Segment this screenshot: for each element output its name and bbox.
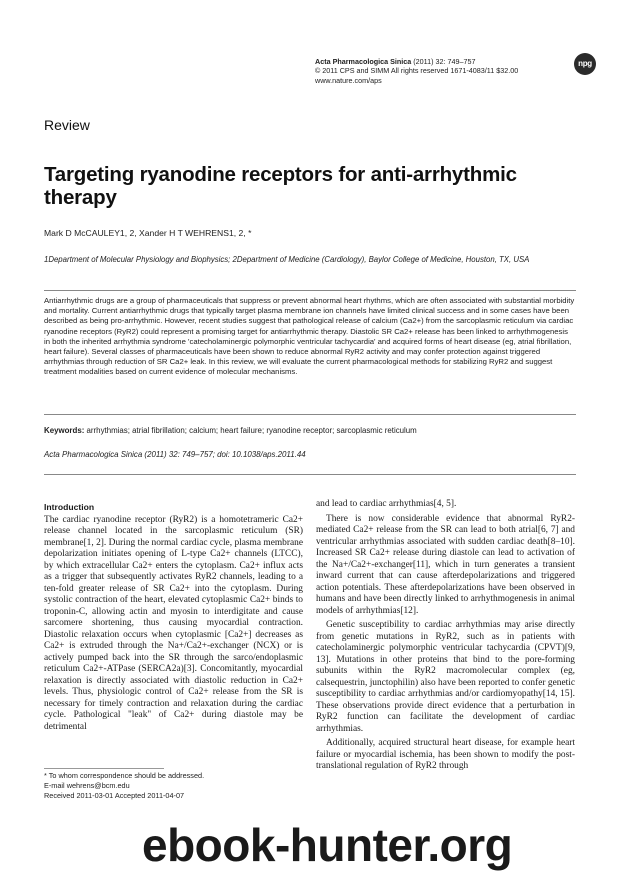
article-citation: Acta Pharmacologica Sinica (2011) 32: 749–757; doi: 10.1038/aps.2011.44	[44, 450, 306, 459]
received-dates: Received 2011-03-01 Accepted 2011-04-07	[44, 791, 185, 800]
article-title: Targeting ryanodine receptors for anti-arrhythmic therapy	[44, 163, 517, 209]
keywords	[44, 426, 576, 435]
abstract-top-rule	[44, 290, 576, 291]
citation-rule	[44, 474, 576, 475]
abstract-bottom-rule	[44, 414, 576, 415]
journal-line-1	[315, 57, 518, 66]
body-column-right	[316, 499, 575, 773]
section-label: Review	[44, 117, 90, 133]
journal-copyright: © 2011 CPS and SIMM All rights reserved 1671-4083/11 $32.00	[315, 66, 519, 76]
journal-name: Acta Pharmacologica Sinica	[315, 57, 412, 66]
introduction-heading: Introduction	[44, 502, 95, 512]
journal-info	[315, 57, 518, 85]
correspondence-email: E-mail wehrens@bcm.edu	[44, 781, 130, 790]
body-paragraph: The cardiac ryanodine receptor (RyR2) is a homotetrameric Ca2+ release channel located in the sarcoplasmic reticulum (SR) membrane[1, 2]. During the normal cardiac cycle, plasma membrane depolarization initiates opening of L-type Ca2+ channels (LTCC), by which extracellular Ca2+ enters the cytoplasm. Ca2+ influx acts as a trigger that subsequently activates RyR2 channels, leading to a ten-fold greater release of SR Ca2+ into the cytoplasm. During systolic contraction of the heart, elevated cytoplasmic Ca2+ binds to troponin-C, allowing actin and myosin to interdigitate and cause sarcomere shortening, thus causing myocardial contraction. Diastolic relaxation occurs when cytoplasmic [Ca2+] decreases as Ca2+ is extruded through the Na+/Ca2+-exchanger (NCX) or is actively pumped back into the SR through the sarco/endoplasmic reticulum Ca2+-ATPase (SERCA2a)[3]. Concomitantly, myocardial relaxation is directly associated with diastolic reduction in Ca2+ levels. Thus, physiologic control of Ca2+ release from the SR is necessary for timely contraction and relaxation during the cardiac cycle. Pathological "leak" of Ca2+ during diastole may be detrimental	[44, 514, 303, 732]
abstract: Antiarrhythmic drugs are a group of pharmaceuticals that suppress or prevent abnormal heart rhythms, which are often associated with substantial morbidity and mortality. Current antiarrhythmic drugs that typically target plasma membrane ion channels have limited clinical success and in some cases have been described as being pro-arrhythmic. However, recent studies suggest that pathological release of calcium (Ca2+) from the sarcoplasmic reticulum via cardiac ryanodine receptors (RyR2) could represent a promising target for antiarrhythmic therapy. Diastolic SR Ca2+ release has been linked to arrhythmogenesis in both the inherited arrhythmia syndrome 'catecholaminergic polymorphic ventricular tachycardia' and acquired forms of heart disease (eg, atrial fibrillation, heart failure). Several classes of pharmaceuticals have been shown to reduce abnormal RyR2 activity and may confer protection against triggered arrhythmias through reduction of SR Ca2+ leak. In this review, we will evaluate the current pharmacological methods for stabilizing RyR2 and suggest treatment modalities based on current evidence of molecular mechanisms.	[44, 296, 575, 377]
body-column-left	[44, 502, 303, 733]
keywords-label: Keywords:	[44, 426, 85, 435]
journal-volume: (2011) 32: 749–757	[411, 57, 476, 66]
body-paragraph: Genetic susceptibility to cardiac arrhythmias may arise directly from genetic mutations in RyR2, such as in patients with catecholaminergic polymorphic ventricular tachycardia (CPVT)[9, 13]. Mutations in other proteins that bind to the pore-forming subunits within the RyR2 macromolecular complex (eg, calsequestrin, junctophilin) also have been reported to confer genetic susceptibility to cardiac arrhythmias and/or cardiomyopathy[14, 15]. These observations provide direct evidence that a perturbation in RyR2 function can facilitate the development of cardiac arrhythmias.	[316, 620, 575, 734]
journal-url: www.nature.com/aps	[315, 75, 382, 85]
body-paragraph: and lead to cardiac arrhythmias[4, 5].	[316, 499, 457, 509]
correspondence-note: * To whom correspondence should be addressed.	[44, 771, 205, 780]
body-paragraph: Additionally, acquired structural heart disease, for example heart failure or myocardial ischemia, has been shown to modify the post-translational regulation of RyR2 through	[316, 738, 575, 771]
article-affiliations: 1Department of Molecular Physiology and Biophysics; 2Department of Medicine (Cardiology), Baylor College of Medicine, Houston, TX, USA	[44, 255, 530, 264]
footnote-rule	[44, 768, 164, 769]
npg-logo-icon: npg	[574, 53, 596, 75]
keywords-list: arrhythmias; atrial fibrillation; calcium; heart failure; ryanodine receptor; sarcoplasmic reticulum	[84, 426, 417, 435]
footnote	[44, 771, 204, 801]
article-authors: Mark D McCAULEY1, 2, Xander H T WEHRENS1, 2, *	[44, 228, 252, 238]
body-paragraph: There is now considerable evidence that abnormal RyR2-mediated Ca2+ release from the SR can lead to both atrial[6, 7] and ventricular arrhythmias associated with sudden cardiac death[8–10]. Increased SR Ca2+ release during diastole can lead to activation of the Na+/Ca2+-exchanger[11], which in turn generates a transient inward current that can cause afterdepolarizations and triggered action potentials. These afterdepolarizations have been observed in humans and have been directly linked to arrhythmogenesis in animal models of arrhythmias[12].	[316, 513, 575, 616]
watermark: ebook-hunter.org	[142, 819, 513, 871]
